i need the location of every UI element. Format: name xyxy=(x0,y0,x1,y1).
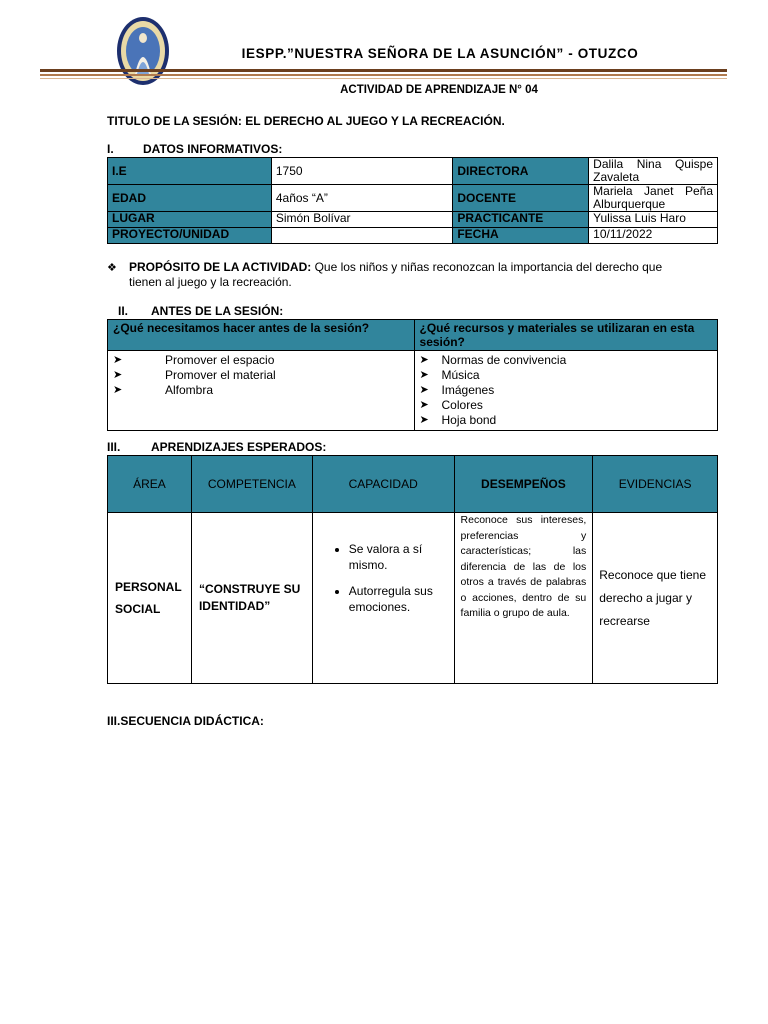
list-item-text: Promover el espacio xyxy=(165,353,275,367)
list-item xyxy=(420,398,712,413)
aprendizajes-table xyxy=(107,455,718,684)
section-title: APRENDIZAJES ESPERADOS: xyxy=(151,440,327,454)
list-item xyxy=(113,368,409,383)
fecha-label: FECHA xyxy=(453,228,589,244)
section-heading-aprendizajes xyxy=(107,440,326,454)
antes-sesion-table xyxy=(107,319,718,431)
arrow-bullet-icon: ➤ xyxy=(113,354,123,366)
session-title-label: TITULO DE LA SESIÓN xyxy=(107,114,238,128)
competencia-cell xyxy=(191,513,312,684)
section-heading-datos xyxy=(107,142,282,156)
antes-col1-header: ¿Qué necesitamos hacer antes de la sesión? xyxy=(108,320,415,351)
header-desempenos: DESEMPEÑOS xyxy=(454,456,593,513)
practicante-value: Yulissa Luis Haro xyxy=(589,212,718,228)
header-rule xyxy=(40,69,727,72)
section-title: DATOS INFORMATIVOS: xyxy=(143,142,283,156)
datos-informativos-table xyxy=(107,157,718,244)
proposito-paragraph xyxy=(107,260,719,289)
antes-col2-cell xyxy=(414,351,717,431)
list-item xyxy=(420,368,712,383)
list-item-text: Imágenes xyxy=(441,383,495,397)
area-line: PERSONAL xyxy=(115,580,182,594)
antes-col1-cell xyxy=(108,351,415,431)
section-number: II. xyxy=(118,304,129,318)
arrow-bullet-icon: ➤ xyxy=(419,414,429,426)
directora-label: DIRECTORA xyxy=(453,158,589,185)
directora-value: Dalila Nina Quispe Zavaleta xyxy=(589,158,718,185)
header-rule xyxy=(40,74,727,76)
list-item xyxy=(420,353,712,368)
practicante-label: PRACTICANTE xyxy=(453,212,589,228)
activity-title: ACTIVIDAD DE APRENDIZAJE N° 04 xyxy=(340,84,538,96)
section-heading-secuencia: III.SECUENCIA DIDÁCTICA: xyxy=(107,714,264,728)
section-heading-antes xyxy=(118,304,283,318)
edad-label: EDAD xyxy=(108,185,272,212)
header-competencia: COMPETENCIA xyxy=(191,456,312,513)
arrow-bullet-icon: ➤ xyxy=(113,369,123,381)
lugar-label: LUGAR xyxy=(108,212,272,228)
list-item xyxy=(420,383,712,398)
proyecto-value xyxy=(271,228,452,244)
proposito-label: PROPÓSITO DE LA ACTIVIDAD: xyxy=(129,260,312,274)
arrow-bullet-icon: ➤ xyxy=(113,384,123,396)
fecha-value: 10/11/2022 xyxy=(589,228,718,244)
edad-value: 4años “A” xyxy=(271,185,452,212)
list-item xyxy=(113,353,409,368)
competencia-line: “CONSTRUYE SU xyxy=(198,582,301,596)
evidencia-cell: Reconoce que tiene derecho a jugar y recrearse xyxy=(593,513,718,684)
proposito-text-continued: tienen al juego y la recreación. xyxy=(129,275,292,289)
docente-label: DOCENTE xyxy=(453,185,589,212)
list-item-text: Alfombra xyxy=(165,383,214,397)
section-title: ANTES DE LA SESIÓN: xyxy=(151,304,284,318)
proyecto-label: PROYECTO/UNIDAD xyxy=(108,228,272,244)
arrow-bullet-icon: ➤ xyxy=(419,384,429,396)
area-cell xyxy=(108,513,192,684)
docente-value: Mariela Janet Peña Alburquerque xyxy=(589,185,718,212)
list-item-text: Música xyxy=(441,368,480,382)
list-item xyxy=(420,413,712,428)
session-title-value: : EL DERECHO AL JUEGO Y LA RECREACIÓN. xyxy=(237,114,505,128)
session-title xyxy=(107,114,505,128)
lugar-value: Simón Bolívar xyxy=(271,212,452,228)
header-area: ÁREA xyxy=(108,456,192,513)
antes-col2-header: ¿Qué recursos y materiales se utilizaran en esta sesión? xyxy=(414,320,717,351)
proposito-text: Que los niños y niñas reconozcan la importancia del derecho que xyxy=(311,260,663,274)
capacidad-item: • Autorregula sus emociones. xyxy=(349,583,450,615)
list-item-text: Promover el material xyxy=(165,368,276,382)
capacidad-cell xyxy=(312,513,454,684)
list-item-text: Normas de convivencia xyxy=(441,353,567,367)
header-evidencias: EVIDENCIAS xyxy=(593,456,718,513)
arrow-bullet-icon: ➤ xyxy=(419,354,429,366)
ie-label: I.E xyxy=(108,158,272,185)
area-line: SOCIAL xyxy=(115,602,161,616)
diamond-bullet-icon: ❖ xyxy=(107,262,117,274)
section-number: III. xyxy=(107,440,121,454)
desempeno-cell: Reconoce sus intereses, preferencias y características; las diferencia de las de los otros a través de palabras o acciones, dentro de su familia o grupo de aula. xyxy=(454,513,593,684)
list-item-text: Hoja bond xyxy=(441,413,497,427)
header-rule xyxy=(40,78,727,79)
competencia-line: IDENTIDAD” xyxy=(198,599,271,613)
institution-name: IESPP.”NUESTRA SEÑORA DE LA ASUNCIÓN” - OTUZCO xyxy=(241,46,639,61)
list-item xyxy=(113,383,409,398)
capacidad-item: • Se valora a sí mismo. xyxy=(349,541,450,573)
section-number: I. xyxy=(107,142,114,156)
header-capacidad: CAPACIDAD xyxy=(312,456,454,513)
arrow-bullet-icon: ➤ xyxy=(419,369,429,381)
list-item-text: Colores xyxy=(441,398,483,412)
ie-value: 1750 xyxy=(271,158,452,185)
arrow-bullet-icon: ➤ xyxy=(419,399,429,411)
